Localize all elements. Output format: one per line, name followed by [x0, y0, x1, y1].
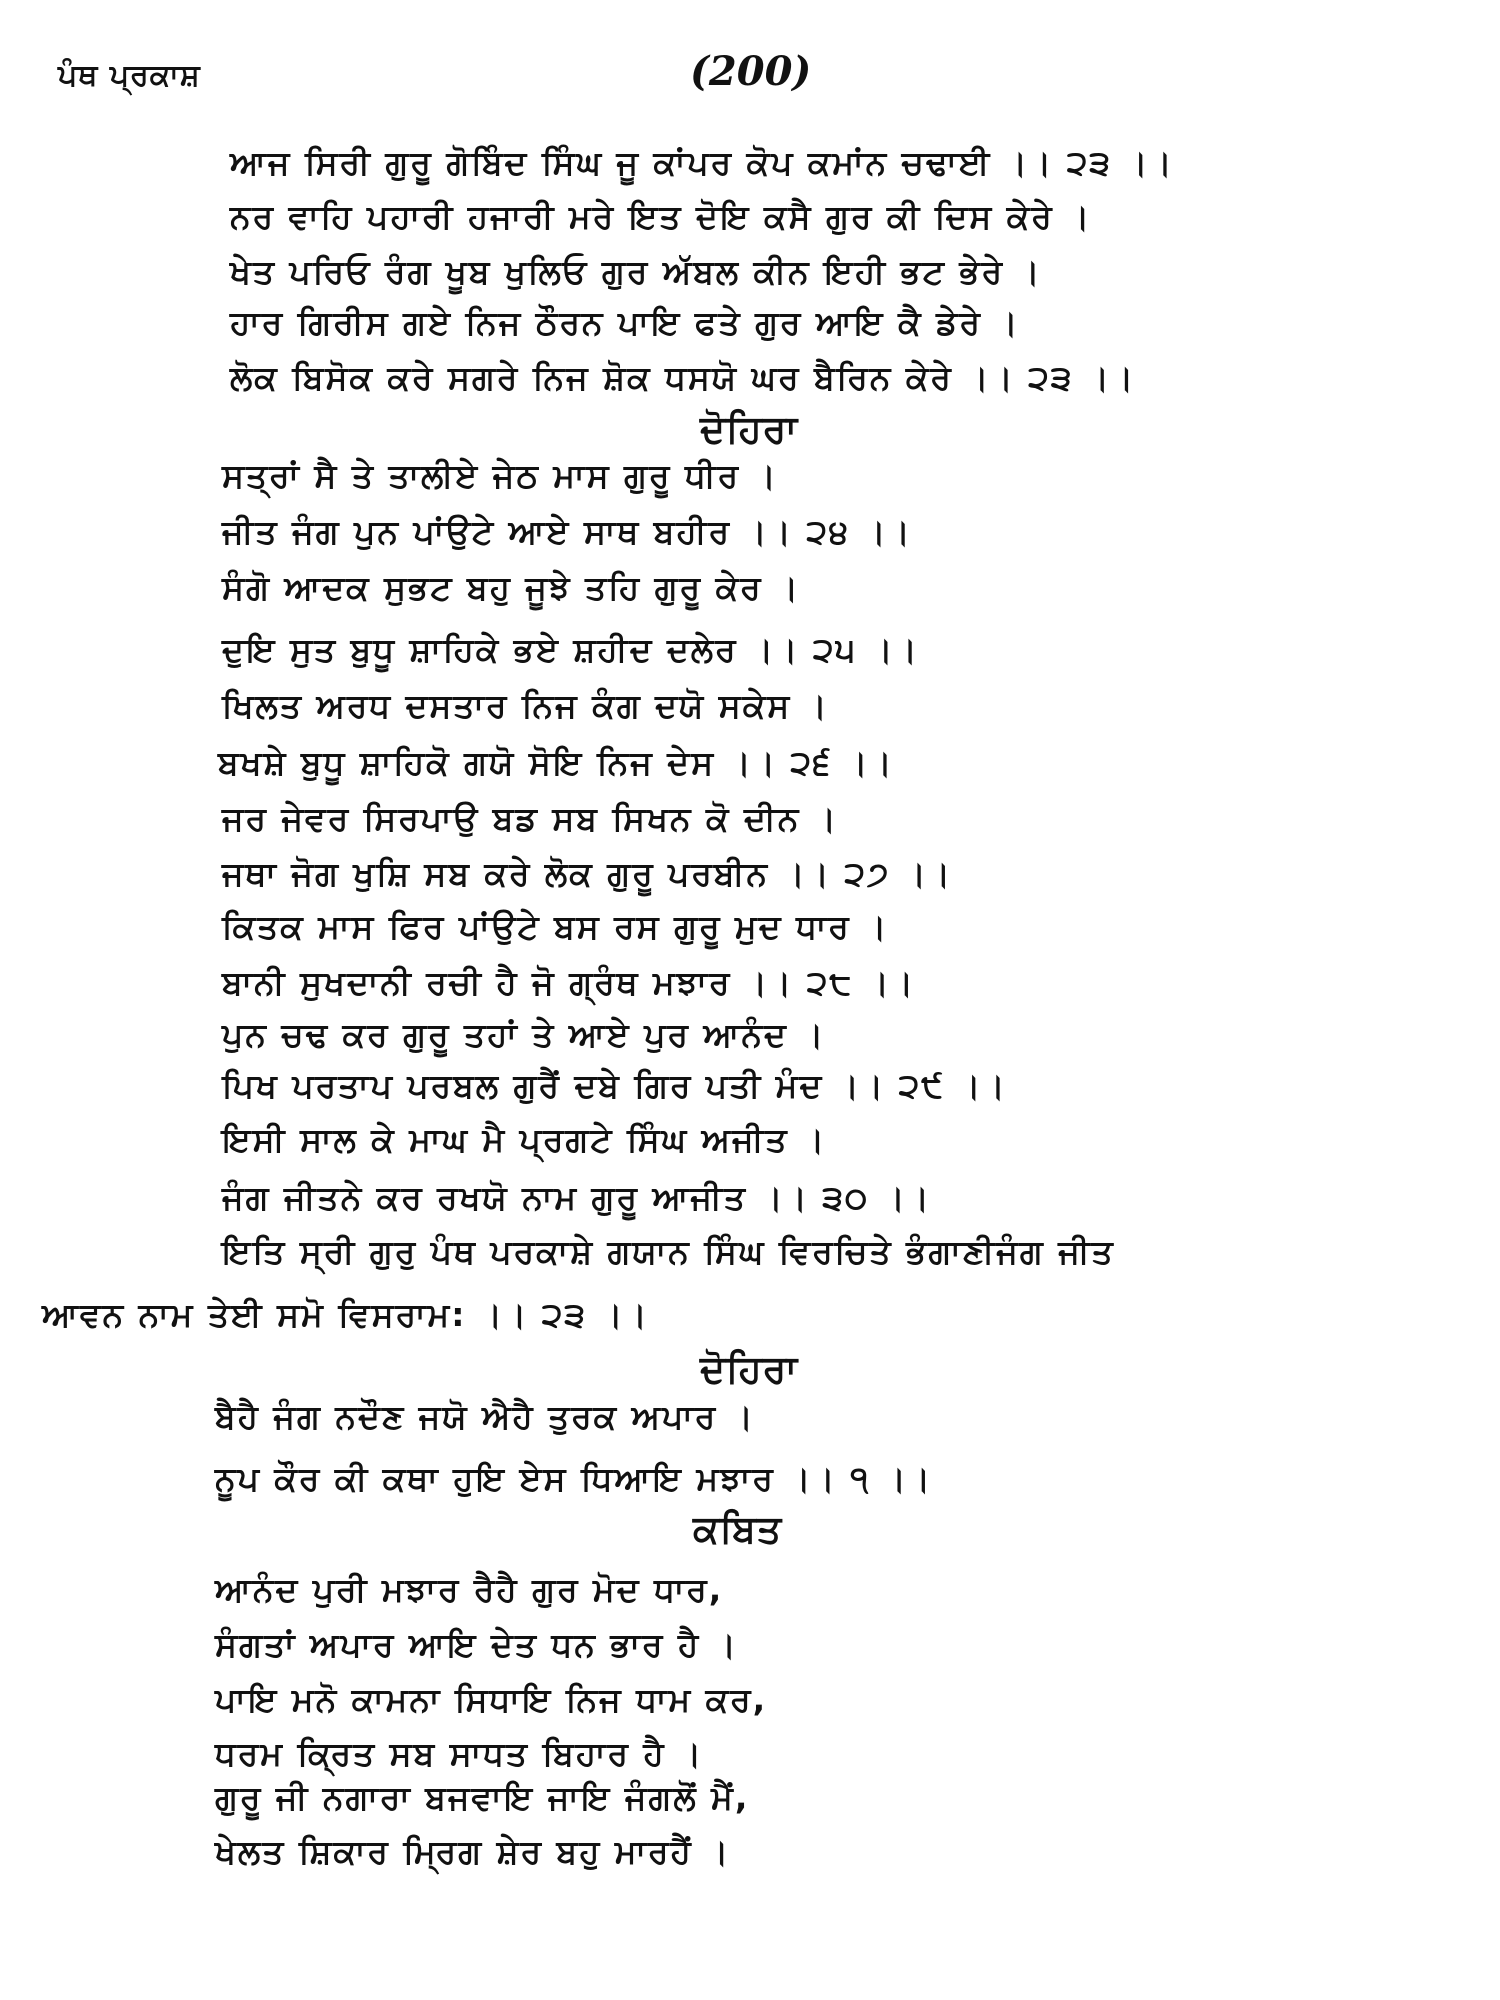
verse-line: ਬਾਨੀ ਸੁਖਦਾਨੀ ਰਚੀ ਹੈ ਜੋ ਗ੍ਰੰਥ ਮਝਾਰ ।। ੨੮ ।। — [222, 963, 916, 1002]
verse-line: ਨਰ ਵਾਹਿ ਪਹਾਰੀ ਹਜਾਰੀ ਮਰੇ ਇਤ ਦੋਇ ਕਸੈ ਗੁਰ ਕੀ ਦਿਸ ਕੇਰੇ । — [230, 197, 1092, 236]
verse-line: ਦੁਇ ਸੁਤ ਬੁਧੂ ਸ਼ਾਹਿਕੇ ਭਏ ਸ਼ਹੀਦ ਦਲੇਰ ।। ੨੫ ।। — [222, 630, 919, 669]
verse-line: ਬਖਸ਼ੇ ਬੁਧੂ ਸ਼ਾਹਿਕੋ ਗਯੋ ਸੋਇ ਨਿਜ ਦੇਸ ।। ੨੬ ।। — [218, 743, 894, 782]
verse-line: ਪਾਇ ਮਨੋ ਕਾਮਨਾ ਸਿਧਾਇ ਨਿਜ ਧਾਮ ਕਰ, — [215, 1680, 768, 1719]
section-heading: ਦੋਹਿਰਾ — [700, 1347, 799, 1391]
verse-line: ਸੰਗਤਾਂ ਅਪਾਰ ਆਇ ਦੇਤ ਧਨ ਭਾਰ ਹੈ । — [215, 1625, 738, 1664]
verse-line: ਖਿਲਤ ਅਰਧ ਦਸਤਾਰ ਨਿਜ ਕੰਗ ਦਯੋ ਸਕੇਸ । — [222, 686, 829, 725]
verse-line: ਪੁਨ ਚਢ ਕਰ ਗੁਰੂ ਤਹਾਂ ਤੇ ਆਏ ਪੁਰ ਆਨੰਦ । — [222, 1015, 826, 1054]
colophon-line: ਆਵਨ ਨਾਮ ਤੇਈ ਸਮੋ ਵਿਸਰਾਮ: ।। ੨੩ ।। — [42, 1295, 649, 1334]
verse-line: ਸੰਗੋ ਆਦਕ ਸੁਭਟ ਬਹੁ ਜੂਝੇ ਤਹਿ ਗੁਰੂ ਕੇਰ । — [222, 568, 801, 607]
verse-line: ਖੇਤ ਪਰਿਓ ਰੰਗ ਖੂਬ ਖੁਲਿਓ ਗੁਰ ਅੱਬਲ ਕੀਨ ਇਹੀ ਭਟ ਭੇਰੇ । — [230, 252, 1042, 291]
verse-line: ਖੇਲਤ ਸ਼ਿਕਾਰ ਮ੍ਰਿਗ ਸ਼ੇਰ ਬਹੁ ਮਾਰਹੈਂ । — [215, 1832, 731, 1871]
verse-line: ਕਿਤਕ ਮਾਸ ਫਿਰ ਪਾਂਉਟੇ ਬਸ ਰਸ ਗੁਰੂ ਮੁਦ ਧਾਰ । — [222, 907, 889, 946]
verse-line: ਜਥਾ ਜੋਗ ਖੁਸ਼ਿ ਸਬ ਕਰੇ ਲੋਕ ਗੁਰੂ ਪਰਬੀਨ ।। ੨੭ ।। — [222, 854, 953, 893]
verse-line: ਸਤ੍ਰਾਂ ਸੈ ਤੇ ਤਾਲੀਏ ਜੇਠ ਮਾਸ ਗੁਰੂ ਧੀਰ । — [222, 456, 778, 495]
verse-line: ਪਿਖ ਪਰਤਾਪ ਪਰਬਲ ਗੁਰੈਂ ਦਬੇ ਗਿਰ ਪਤੀ ਮੰਦ ।। ੨੯ ।। — [222, 1066, 1007, 1105]
page-number: (200) — [690, 48, 812, 95]
section-heading: ਦੋਹਿਰਾ — [700, 407, 799, 451]
verse-line: ਬੈਹੈ ਜੰਗ ਨਦੌਣ ਜਯੋ ਐਹੈ ਤੁਰਕ ਅਪਾਰ । — [215, 1397, 755, 1436]
verse-line: ਜਰ ਜੇਵਰ ਸਿਰਪਾਉ ਬਡ ਸਬ ਸਿਖਨ ਕੋ ਦੀਨ । — [222, 799, 839, 838]
verse-line: ਨੂਪ ਕੌਰ ਕੀ ਕਥਾ ਹੁਇ ਏਸ ਧਿਆਇ ਮਝਾਰ ।। ੧ ।। — [215, 1459, 933, 1498]
verse-line: ਜੀਤ ਜੰਗ ਪੁਨ ਪਾਂਉਟੇ ਆਏ ਸਾਥ ਬਹੀਰ ।। ੨੪ ।। — [222, 512, 912, 551]
section-heading: ਕਬਿਤ — [693, 1507, 783, 1551]
verse-line: ਧਰਮ ਕ੍ਰਿਤ ਸਬ ਸਾਧਤ ਬਿਹਾਰ ਹੈ । — [215, 1734, 704, 1773]
running-header-title: ਪੰਥ ਪ੍ਰਕਾਸ਼ — [58, 58, 201, 93]
verse-line: ਜੰਗ ਜੀਤਨੇ ਕਰ ਰਖਯੋ ਨਾਮ ਗੁਰੂ ਆਜੀਤ ।। ੩੦ ।। — [222, 1178, 932, 1217]
verse-line: ਹਾਰ ਗਿਰੀਸ ਗਏ ਨਿਜ ਠੌਰਨ ਪਾਇ ਫਤੇ ਗੁਰ ਆਇ ਕੈ ਡੇਰੇ । — [230, 303, 1020, 342]
verse-line: ਆਜ ਸਿਰੀ ਗੁਰੂ ਗੋਬਿੰਦ ਸਿੰਘ ਜੂ ਕਾਂਪਰ ਕੋਪ ਕਮਾਂਨ ਚਢਾਈ ।। ੨੩ ।। — [230, 143, 1174, 182]
verse-line: ਲੋਕ ਬਿਸੋਕ ਕਰੇ ਸਗਰੇ ਨਿਜ ਸ਼ੋਕ ਧਸਯੋ ਘਰ ਬੈਰਿਨ ਕੇਰੇ ।। ੨੩ ।। — [230, 358, 1136, 397]
verse-line: ਗੁਰੂ ਜੀ ਨਗਾਰਾ ਬਜਵਾਇ ਜਾਇ ਜੰਗਲੋਂ ਮੈਂ, — [215, 1778, 750, 1817]
colophon-line: ਇਤਿ ਸ੍ਰੀ ਗੁਰੁ ਪੰਥ ਪਰਕਾਸ਼ੇ ਗਯਾਨ ਸਿੰਘ ਵਿਰਚਿਤੇ ਭੰਗਾਣੀਜੰਗ ਜੀਤ — [222, 1232, 1115, 1271]
verse-line: ਆਨੰਦ ਪੁਰੀ ਮਝਾਰ ਰੈਹੈ ਗੁਰ ਮੋਦ ਧਾਰ, — [215, 1570, 724, 1609]
verse-line: ਇਸੀ ਸਾਲ ਕੇ ਮਾਘ ਮੈ ਪ੍ਰਗਟੇ ਸਿੰਘ ਅਜੀਤ । — [222, 1120, 827, 1159]
